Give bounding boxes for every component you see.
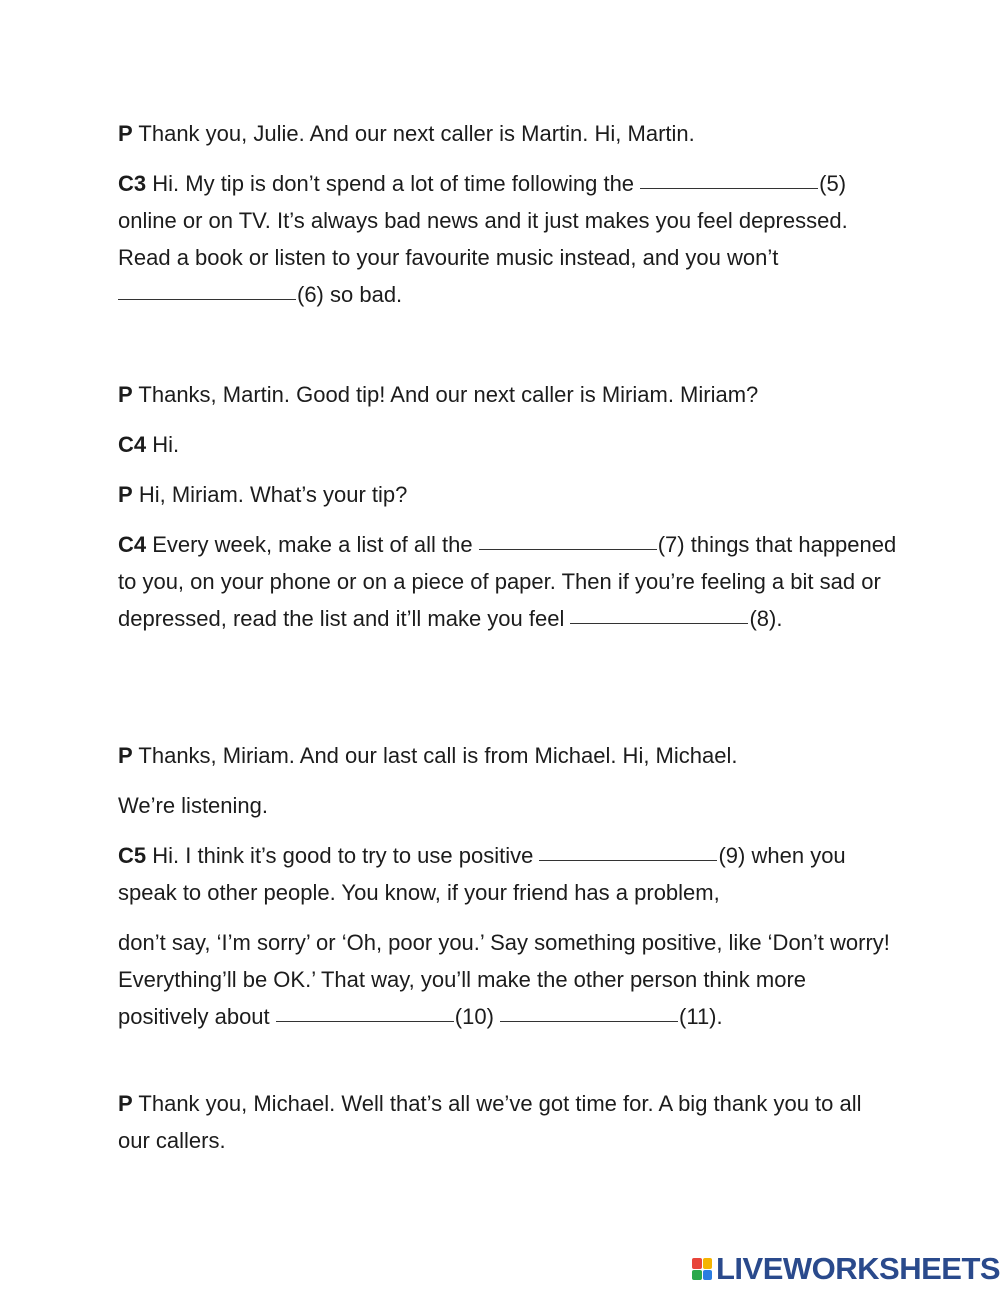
speaker-label: C4 — [118, 432, 147, 457]
line-text: (6) so bad. — [297, 282, 403, 307]
line-text: Hi. My tip is don’t spend a lot of time following the — [152, 171, 641, 196]
speaker-label: P — [118, 1091, 133, 1116]
dialogue-line — [118, 526, 898, 637]
line-text: don’t say, ‘I’m sorry’ or ‘Oh, poor you.’ Say something positive, like ‘Don’t worry! Everything’ll be OK.’ That way, you’ll make the other person think more positively about — [118, 930, 890, 1029]
dialogue-line — [118, 115, 898, 152]
line-text: (7) things that happened to you, on your phone or on a piece of paper. Then if you’re feeling a bit sad or depressed, read the list and it’ll make you feel — [118, 532, 897, 631]
line-text: (10) — [454, 1004, 501, 1029]
speaker-label: P — [118, 482, 133, 507]
speaker-label: C5 — [118, 843, 147, 868]
line-text: Thank you, Michael. Well that’s all we’ve got time for. A big thank you to all our callers. — [118, 1091, 862, 1153]
logo-square-yellow — [703, 1258, 713, 1269]
line-text: Thank you, Julie. And our next caller is Martin. Hi, Martin. — [138, 121, 695, 146]
line-text: Thanks, Martin. Good tip! And our next caller is Miriam. Miriam? — [138, 382, 759, 407]
dialogue-line — [118, 737, 898, 774]
dialogue-line — [118, 426, 898, 463]
speaker-label: P — [118, 743, 133, 768]
logo-square-green — [692, 1270, 702, 1281]
dialogue-line — [118, 476, 898, 513]
logo-square-blue — [703, 1270, 713, 1281]
speaker-label: P — [118, 382, 133, 407]
liveworksheets-logo-icon — [692, 1258, 712, 1280]
dialogue-line — [118, 376, 898, 413]
dialogue-line — [118, 1085, 898, 1159]
answer-gap-6[interactable] — [118, 276, 296, 300]
speaker-label: C4 — [118, 532, 147, 557]
speaker-label: P — [118, 121, 133, 146]
line-text: (11). — [679, 1004, 723, 1029]
logo-text: LIVEWORKSHEETS — [716, 1251, 1000, 1286]
line-text: Hi, Miriam. What’s your tip? — [138, 482, 408, 507]
liveworksheets-logo[interactable] — [692, 1252, 1000, 1286]
line-text: (9) when you speak to other people. You know, if your friend has a problem, — [118, 843, 846, 905]
answer-gap-8[interactable] — [570, 600, 748, 624]
line-text: We’re listening. — [118, 793, 268, 818]
answer-gap-5[interactable] — [640, 165, 818, 189]
answer-gap-10[interactable] — [276, 998, 454, 1022]
line-text: (8). — [749, 606, 783, 631]
line-text: (5) online or on TV. It’s always bad news and it just makes you feel depressed. Read a book or listen to your favourite music instead, and you won’t — [118, 171, 848, 270]
dialogue-line — [118, 165, 898, 313]
answer-gap-11[interactable] — [500, 998, 678, 1022]
line-text: Thanks, Miriam. And our last call is from Michael. Hi, Michael. — [138, 743, 738, 768]
dialogue-line — [118, 924, 898, 1035]
line-text: Hi. I think it’s good to try to use positive — [152, 843, 540, 868]
dialogue-line — [118, 787, 898, 824]
dialogue-line — [118, 837, 898, 911]
logo-square-red — [692, 1258, 702, 1269]
answer-gap-7[interactable] — [479, 526, 657, 550]
line-text: Hi. — [152, 432, 180, 457]
answer-gap-9[interactable] — [539, 837, 717, 861]
line-text: Every week, make a list of all the — [152, 532, 479, 557]
speaker-label: C3 — [118, 171, 147, 196]
